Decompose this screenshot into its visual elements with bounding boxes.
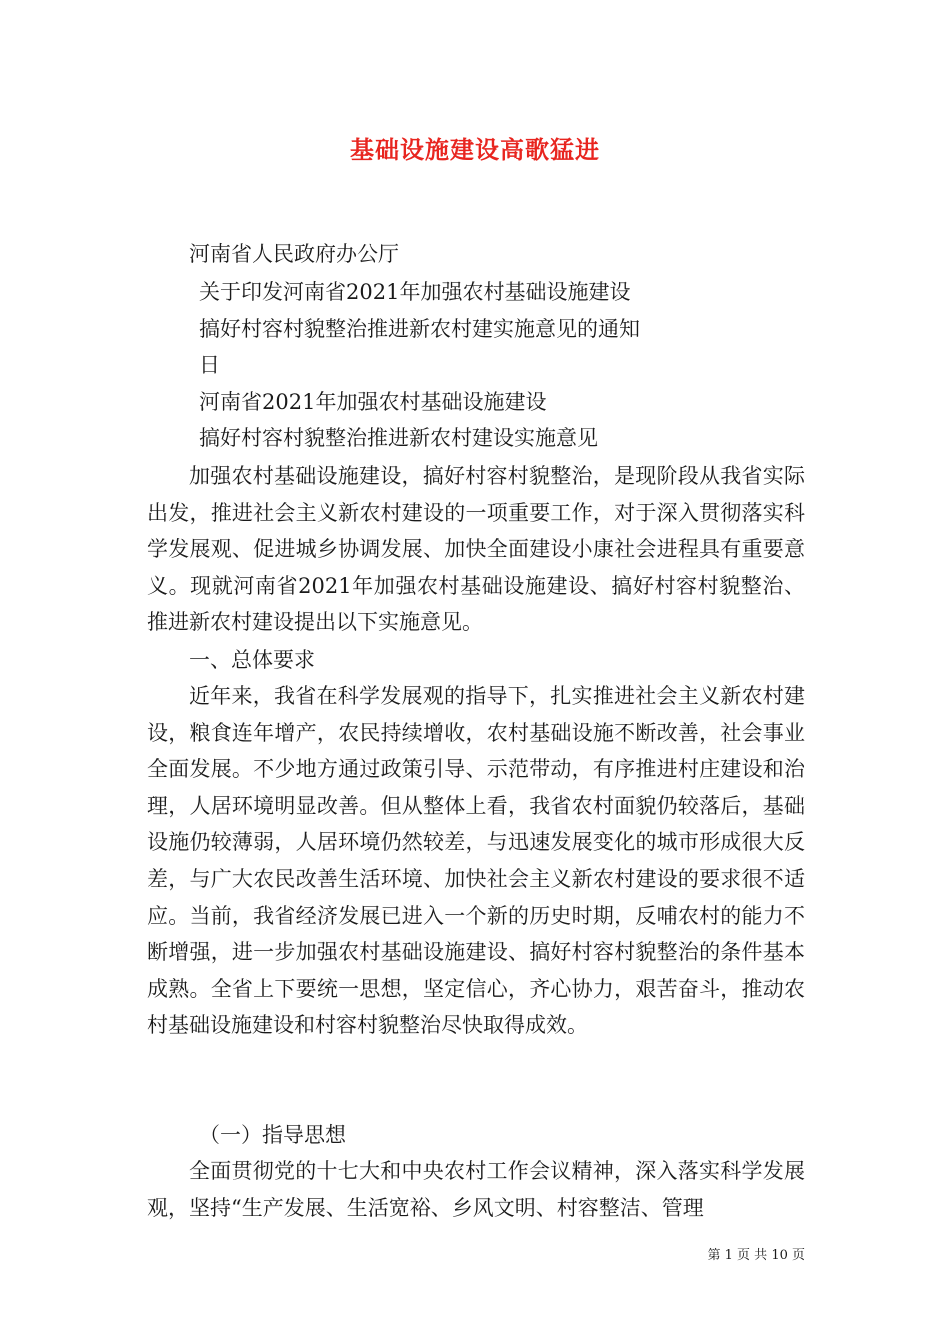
paragraph-intro [147, 458, 805, 641]
paragraph-text: 全面贯彻党的十七大和中央农村工作会议精神，深入落实科学发展观，坚持“生产发展、生活宽裕、乡风文明、村容整洁、管理 [147, 1159, 805, 1220]
section-heading-2: （一）指导思想 [199, 1123, 346, 1147]
paragraph-text: 加强农村基础设施建设，搞好村容村貌整治，是现阶段从我省实际出发，推进社会主义新农村建设的一项重要工作，对于深入贯彻落实科学发展观、促进城乡协调发展、加快全面建设小康社会进程具有重要意义。现就河南省2021年加强农村基础设施建设、搞好村容村貌整治、推进新农村建设提出以下实施意见。 [147, 464, 805, 635]
paragraph-text: 近年来，我省在科学发展观的指导下，扎实推进社会主义新农村建设，粮食连年增产，农民持续增收，农村基础设施不断改善，社会事业全面发展。不少地方通过政策引导、示范带动，有序推进村庄建设和治理，人居环境明显改善。但从整体上看，我省农村面貌仍较落后，基础设施仍较薄弱，人居环境仍然较差，与迅速发展变化的城市形成很大反差，与广大农民改善生活环境、加快社会主义新农村建设的要求很不适应。当前，我省经济发展已进入一个新的历史时期，反哺农村的能力不断增强，进一步加强农村基础设施建设、搞好村容村貌整治的条件基本成熟。全省上下要统一思想，坚定信心，齐心协力，艰苦奋斗，推动农村基础设施建设和村容村貌整治尽快取得成效。 [147, 684, 805, 1038]
notice-title-line-2: 搞好村容村貌整治推进新农村建实施意见的通知 [199, 317, 640, 341]
notice-title-line-1: 关于印发河南省2021年加强农村基础设施建设 [199, 280, 631, 304]
paragraph-general-requirements [147, 678, 805, 1044]
page-number: 第 1 页 共 10 页 [707, 1248, 805, 1263]
section-heading-1: 一、总体要求 [189, 648, 315, 672]
opinion-title-line-1: 河南省2021年加强农村基础设施建设 [199, 390, 547, 414]
date-line: 日 [199, 353, 220, 377]
opinion-title-line-2: 搞好村容村貌整治推进新农村建设实施意见 [199, 426, 598, 450]
paragraph-guiding-thought [147, 1153, 805, 1226]
issuer-line: 河南省人民政府办公厅 [189, 242, 399, 266]
document-title: 基础设施建设高歌猛进 [350, 135, 600, 164]
